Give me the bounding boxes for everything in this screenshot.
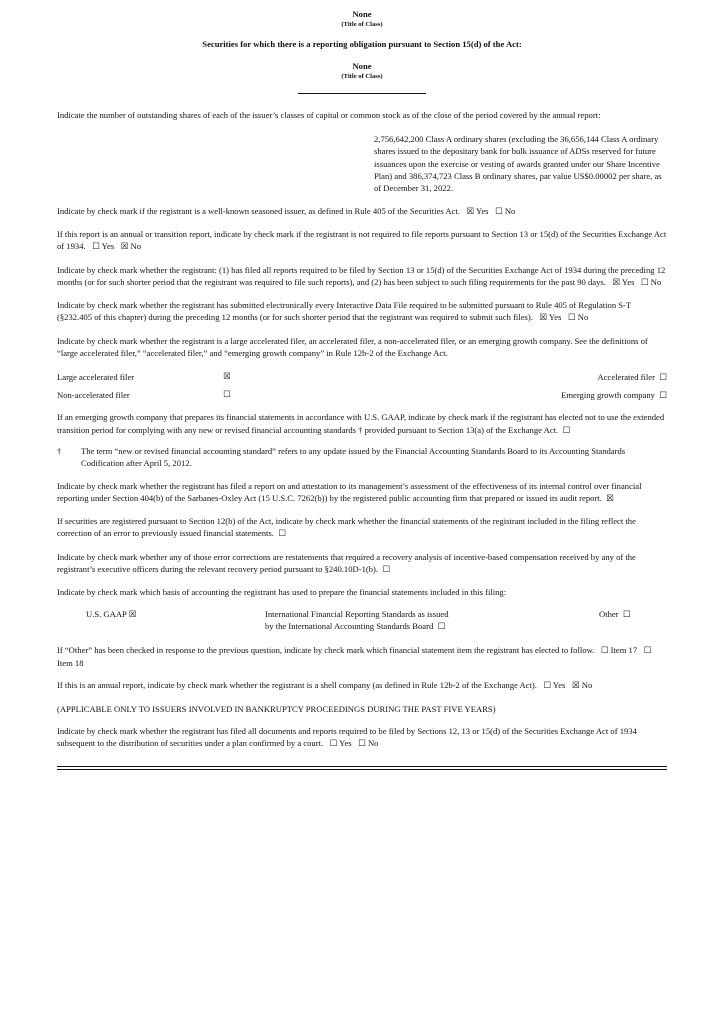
ifrs-label-line1: International Financial Reporting Standards as issued [265,608,449,619]
not-required-yes-checkbox[interactable]: ☐ [92,242,100,253]
filed-all-reports-question [57,264,667,290]
ifrs-checkbox[interactable]: ☐ [437,621,446,632]
bankruptcy-text: Indicate by check mark whether the registrant has filed all documents and reports required to be filed by Sections 12, 13 or 15(d) of the Securities Exchange Act of 1934 subsequent to the distribution of securities under a plan confirmed by a court. [57,725,637,749]
section-15d-class-value: None [352,60,372,71]
large-accelerated-filer-label: Large accelerated filer [57,372,135,383]
filed-all-text: Indicate by check mark whether the registrant: (1) has filed all reports required to be filed by Section 13 or 15(d) of the Securities Exchange Act of 1934 during the preceding 12 months (or for such shorter period that the registrant was required to file such reports), and (2) has been subject to such filing requirements for the past 90 days. [57,264,666,287]
bankruptcy-yes-label: Yes [339,738,352,749]
not-required-no-checkbox[interactable]: ☒ [120,242,129,253]
wksi-yes-label: Yes [475,205,489,216]
shell-yes-label: Yes [552,680,566,691]
error-correction-text: If securities are registered pursuant to Section 12(b) of the Act, indicate by check mark whether the financial statements of the registrant included in the filing reflect the correction of an error to previously issued financial statements. [57,516,636,539]
wksi-no-label: No [504,205,516,216]
not-required-yes-label: Yes [101,241,115,252]
non-accelerated-filer-label: Non-accelerated filer [57,390,130,401]
interactive-yes-checkbox[interactable]: ☒ [539,313,548,324]
filed-all-no-checkbox[interactable]: ☐ [640,277,649,288]
filer-row-2 [57,389,667,401]
interactive-no-checkbox[interactable]: ☐ [567,313,576,324]
filed-all-no-label: No [650,276,662,287]
title-of-class-caption: (Title of Class) [341,21,383,29]
not-required-text: If this report is an annual or transition report, indicate by check mark if the registrant is not required to file reports pursuant to Section 13 or 15(d) of the Securities Exchange Act of 1934. [57,228,667,252]
shell-no-checkbox[interactable]: ☒ [571,681,580,692]
shell-company-question [57,679,597,692]
accelerated-filer-label: Accelerated filer [597,372,655,383]
non-accelerated-filer-checkbox[interactable]: ☐ [223,390,231,401]
other-item-question [57,644,667,670]
title-of-class-value: None [352,9,372,19]
us-gaap-checkbox[interactable]: ☒ [128,609,137,620]
filer-status-question: Indicate by check mark whether the registrant is a large accelerated filer, an accelerated filer, a non-accelerated filer, or an emerging growth company. See the definitions of “large accelerated filer,” “accelerated filer,” and “emerging growth company” in Rule 12b-2 of the Exchange Act. [57,335,648,359]
restatements-text: Indicate by check mark whether any of those error corrections are restatements that required a recovery analysis of incentive-based compensation received by any of the registrant’s executive officers during the relevant recovery period pursuant to §240.10D-1(b). [57,551,636,575]
not-required-question [57,228,667,254]
wksi-question [57,205,667,218]
emerging-growth-group [561,389,667,402]
us-gaap-label: U.S. GAAP [86,608,127,619]
section-15d-class-caption: (Title of Class) [341,72,383,80]
item-18-label: Item 18 [57,657,84,668]
large-accelerated-filer-checkbox[interactable]: ☒ [223,372,231,383]
egc-transition-question [57,411,667,437]
shell-company-text: If this is an annual report, indicate by check mark whether the registrant is a shell company (as defined in Rule 12b-2 of the Exchange Act). [57,680,537,691]
interactive-yes-label: Yes [548,312,562,323]
filer-row-1 [57,371,667,383]
ifrs-label-line2: by the International Accounting Standards Board [265,620,434,631]
accelerated-filer-group [597,371,667,384]
shell-yes-checkbox[interactable]: ☐ [543,681,552,692]
wksi-text: Indicate by check mark if the registrant is a well-known seasoned issuer, as defined in Rule 405 of the Securities Act. [57,205,460,216]
icfr-text: Indicate by check mark whether the registrant has filed a report on and attestation to its management’s assessment of the effectiveness of its internal control over financial reporting under Section 404(b) of the Sarbanes-Oxley Act (15 U.S.C. 7262(b)) by the registered public accounting firm that prepared or issued its audit report. [57,480,642,503]
restatements-checkbox[interactable]: ☐ [382,565,391,576]
accelerated-filer-checkbox[interactable]: ☐ [659,373,667,384]
wksi-no-checkbox[interactable]: ☐ [494,206,503,217]
footnote-text: The term “new or revised financial accounting standard” refers to any update issued by the Financial Accounting Standards Board to its Accounting Standards Codification after April 5, 2012. [81,445,626,469]
outstanding-shares-answer: 2,756,642,200 Class A ordinary shares (excluding the 36,656,144 Class A ordinary shares issued to the depositary bank for bulk issuance of ADSs reserved for future issuances upon the exercise or vesting of awards granted under our Share Incentive Plan) and 386,374,723 Class B ordinary shares, par value US$0.00002 per share, as of December 31, 2022. [374,134,662,194]
interactive-no-label: No [577,312,589,323]
bankruptcy-question [57,725,667,751]
item-18-checkbox[interactable]: ☐ [643,645,652,656]
outstanding-shares-question: Indicate the number of outstanding shares of each of the issuer’s classes of capital or common stock as of the close of the period covered by the annual report: [57,109,601,120]
error-correction-question [57,515,667,541]
item-17-checkbox[interactable]: ☐ [600,645,609,656]
bankruptcy-heading: (APPLICABLE ONLY TO ISSUERS INVOLVED IN BANKRUPTCY PROCEEDINGS DURING THE PAST FIVE YEARS) [57,703,496,714]
us-gaap-option [86,608,136,621]
item-17-label: Item 17 [610,644,638,655]
footer-double-rule [57,766,667,770]
restatements-question [57,551,667,577]
other-label: Other [599,608,619,619]
bankruptcy-no-label: No [367,738,379,749]
ifrs-option [265,608,449,634]
egc-transition-checkbox[interactable]: ☐ [562,425,571,436]
other-checkbox[interactable]: ☐ [622,609,631,620]
footnote [57,445,667,470]
filed-all-yes-label: Yes [621,276,635,287]
filed-all-yes-checkbox[interactable]: ☒ [612,277,621,288]
other-item-text: If “Other” has been checked in response to the previous question, indicate by check mark which financial statement item the registrant has elected to follow. [57,644,595,655]
accounting-basis-question: Indicate by check mark which basis of accounting the registrant has used to prepare the financial statements included in this filing: [57,587,507,598]
emerging-growth-label: Emerging growth company [561,390,655,401]
shell-no-label: No [581,680,593,691]
egc-transition-text: If an emerging growth company that prepares its financial statements in accordance with U.S. GAAP, indicate by check mark if the registrant has elected not to use the extended transition period for complying with any new or revised financial accounting standards † provided pursuant to Section 13(a) of the Exchange Act. [57,412,665,435]
divider [298,93,426,94]
footnote-dagger: † [57,445,62,456]
section-15d-heading: Securities for which there is a reporting obligation pursuant to Section 15(d) of the Act: [202,39,522,50]
error-correction-checkbox[interactable]: ☐ [278,529,286,540]
interactive-data-text: Indicate by check mark whether the registrant has submitted electronically every Interactive Data File required to be submitted pursuant to Rule 405 of Regulation S-T (§232.405 of this chapter) during the preceding 12 months (or for such shorter period that the registrant was required to submit such files). [57,300,632,323]
emerging-growth-checkbox[interactable]: ☐ [659,391,667,402]
interactive-data-question [57,299,667,325]
wksi-yes-checkbox[interactable]: ☒ [466,206,475,217]
icfr-checkbox[interactable]: ☒ [606,493,614,504]
accounting-basis-options [57,608,667,634]
icfr-question [57,480,667,506]
bankruptcy-yes-checkbox[interactable]: ☐ [329,739,338,750]
form-page [57,8,667,770]
bankruptcy-no-checkbox[interactable]: ☐ [358,739,366,750]
not-required-no-label: No [130,241,142,252]
other-option [599,608,631,621]
